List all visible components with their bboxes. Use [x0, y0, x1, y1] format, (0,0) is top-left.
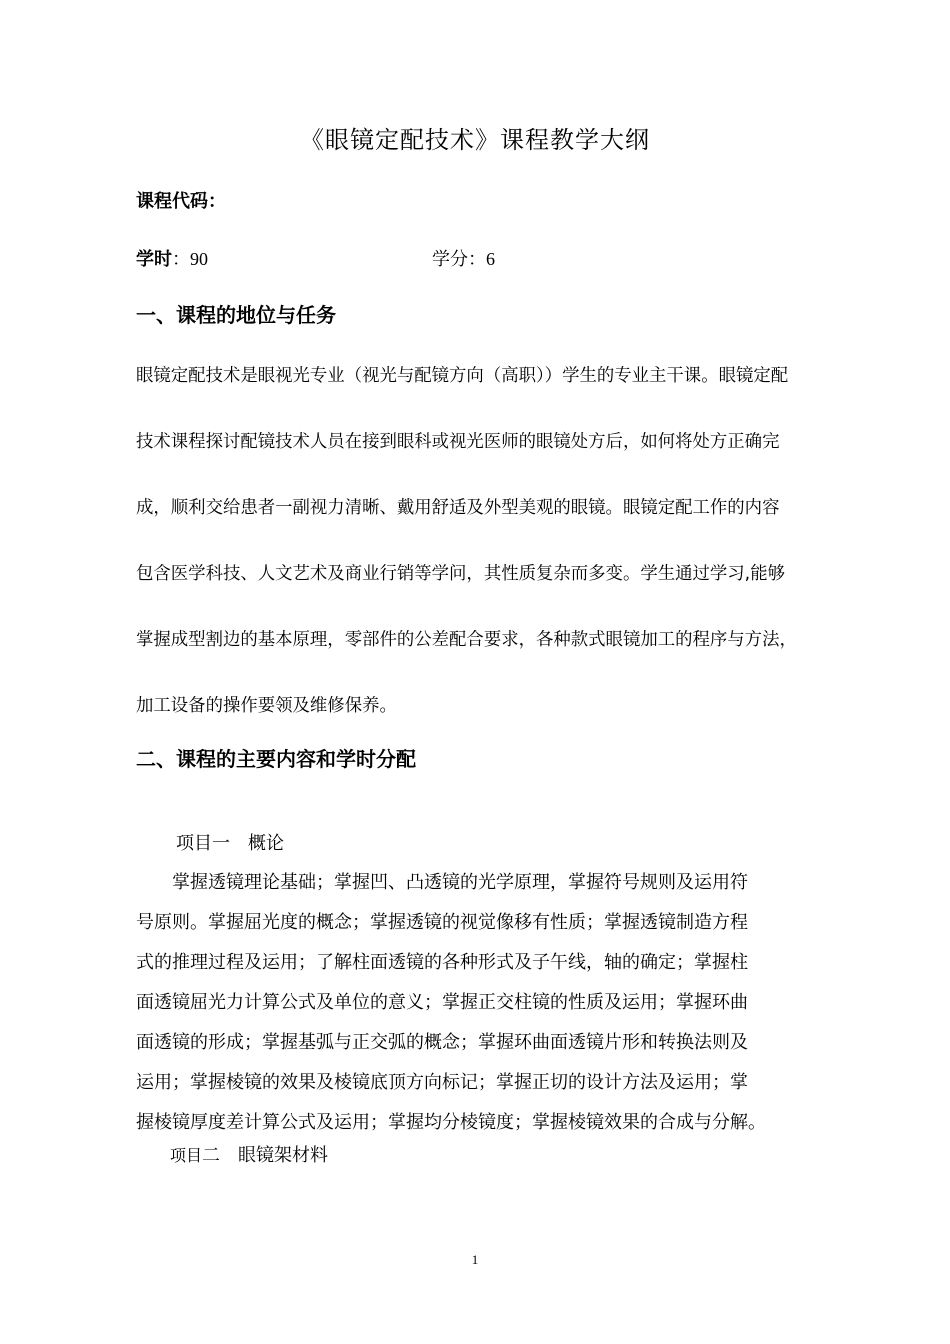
- credits-value: 6: [486, 249, 495, 269]
- hours-value: 90: [190, 249, 208, 269]
- hours-label: 学时: [136, 249, 172, 270]
- section1-paragraph: [136, 343, 876, 739]
- page-number: 1: [471, 1252, 479, 1267]
- credits-label: 学分：: [432, 249, 486, 270]
- paragraph-line: 加工设备的操作要领及维修保养。: [136, 696, 397, 716]
- project2-label: 项目: [170, 1146, 203, 1165]
- project2-number: 二: [202, 1145, 221, 1166]
- document-title: 《眼镜定配技术》课程教学大纲: [300, 126, 650, 154]
- project2-name: 眼镜架材料: [220, 1145, 329, 1166]
- project1-title: 项目一 概论: [176, 833, 284, 854]
- paragraph-line: 握棱镜厚度差计算公式及运用；掌握均分棱镜度；掌握棱镜效果的合成与分解。: [136, 1112, 766, 1133]
- project2-title: [170, 1141, 328, 1167]
- paragraph-line: 成，顺利交给患者一副视力清晰、戴用舒适及外型美观的眼镜。眼镜定配工作的内容: [136, 498, 780, 518]
- course-code-field: [136, 187, 226, 213]
- paragraph-line: 式的推理过程及运用；了解柱面透镜的各种形式及子午线，轴的确定；掌握柱: [136, 952, 748, 973]
- section1-heading: 一、课程的地位与任务: [136, 303, 336, 327]
- paragraph-line: 号原则。掌握屈光度的概念；掌握透镜的视觉像移有性质；掌握透镜制造方程: [136, 912, 748, 933]
- paragraph-line: 掌握透镜理论基础；掌握凹、凸透镜的光学原理，掌握符号规则及运用符: [136, 872, 748, 893]
- course-code-label: 课程代码：: [136, 191, 226, 212]
- section2-heading: 二、课程的主要内容和学时分配: [136, 747, 416, 771]
- hours-separator: ：: [172, 249, 190, 270]
- paragraph-line: 眼镜定配技术是眼视光专业（视光与配镜方向（高职））学生的专业主干课。眼镜定配: [136, 366, 789, 386]
- paragraph-line: 掌握成型割边的基本原理，零部件的公差配合要求，各种款式眼镜加工的程序与方法，: [136, 630, 797, 650]
- paragraph-line: 包含医学科技、人文艺术及商业行销等学问，其性质复杂而多变。学生通过学习,能够: [136, 564, 785, 584]
- hours-field: [136, 245, 208, 271]
- credits-field: [432, 245, 495, 271]
- project1-paragraph: [136, 863, 816, 1143]
- paragraph-line: 面透镜屈光力计算公式及单位的意义；掌握正交柱镜的性质及运用；掌握环曲: [136, 992, 748, 1013]
- paragraph-line: 面透镜的形成；掌握基弧与正交弧的概念；掌握环曲面透镜片形和转换法则及: [136, 1032, 748, 1053]
- paragraph-line: 技术课程探讨配镜技术人员在接到眼科或视光医师的眼镜处方后，如何将处方正确完: [136, 432, 780, 452]
- paragraph-line: 运用；掌握棱镜的效果及棱镜底顶方向标记；掌握正切的设计方法及运用；掌: [136, 1072, 748, 1093]
